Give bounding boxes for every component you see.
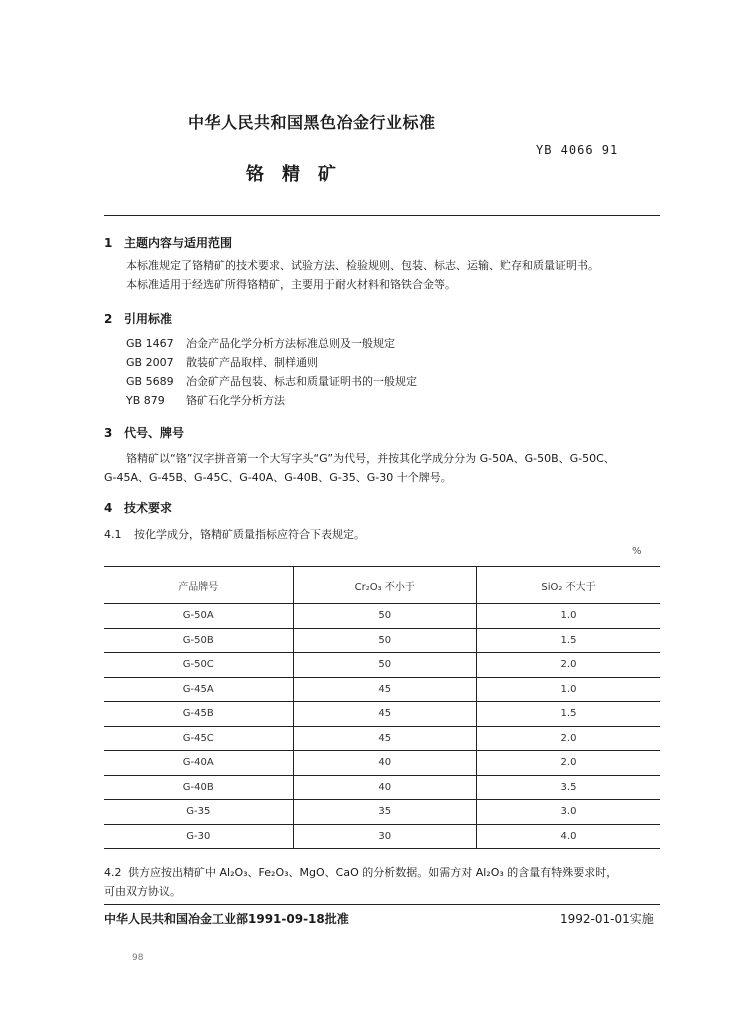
table-row (104, 604, 660, 629)
clause-line: 可由双方协议。 (104, 885, 181, 898)
reference-title: 铬矿石化学分析方法 (186, 394, 285, 407)
clause-4-1 (104, 525, 660, 544)
column-header-cr2o3: Cr₂O₃ 不小于 (293, 567, 476, 604)
table-cell: 50 (293, 653, 476, 678)
table-cell: G-45C (104, 726, 293, 751)
table-cell: G-45A (104, 677, 293, 702)
section-title: 代号、牌号 (124, 426, 185, 440)
table-cell: G-30 (104, 824, 293, 849)
clause-number: 4.2 (104, 866, 122, 879)
table-row (104, 628, 660, 653)
section-1-body (126, 256, 660, 294)
footer-divider (104, 904, 660, 905)
table-row (104, 775, 660, 800)
section-number: 3 (104, 426, 113, 440)
clause-line (104, 863, 664, 882)
table-cell: G-40B (104, 775, 293, 800)
reference-item (126, 353, 660, 372)
table-cell: 2.0 (477, 726, 661, 751)
table-cell: G-50C (104, 653, 293, 678)
table-cell: 40 (293, 775, 476, 800)
table-cell: 3.5 (477, 775, 661, 800)
clause-number: 4.1 (104, 528, 122, 541)
reference-title: 冶金产品化学分析方法标准总则及一般规定 (186, 337, 395, 350)
paragraph: 本标准规定了铬精矿的技术要求、试验方法、检验规则、包装、标志、运输、贮存和质量证明书。 (126, 259, 599, 272)
section-title: 引用标准 (124, 312, 173, 326)
page-number: 98 (132, 953, 144, 963)
table-unit: % (632, 546, 642, 557)
table-row (104, 702, 660, 727)
paragraph: 本标准适用于经选矿所得铬精矿，主要用于耐火材料和铬铁合金等。 (126, 278, 456, 291)
table-cell: 45 (293, 677, 476, 702)
approval-statement: 中华人民共和国冶金工业部1991-09-18批准 (104, 912, 349, 926)
table-cell: 45 (293, 726, 476, 751)
section-3-body (104, 449, 664, 487)
table-row (104, 677, 660, 702)
section-title: 技术要求 (124, 501, 173, 515)
table-cell: 1.0 (477, 604, 661, 629)
paragraph: G-45A、G-45B、G-45C、G-40A、G-40B、G-35、G-30 十个牌号。 (104, 471, 452, 484)
table-cell: 45 (293, 702, 476, 727)
section-title: 主题内容与适用范围 (124, 236, 233, 250)
section-4-heading (104, 499, 172, 516)
table-cell: G-50A (104, 604, 293, 629)
table-cell: 1.5 (477, 702, 661, 727)
table-header-row (104, 567, 660, 604)
table-row (104, 824, 660, 849)
section-1-heading (104, 234, 232, 251)
table-row (104, 653, 660, 678)
table-cell: 35 (293, 800, 476, 825)
standard-number: YB 4066 91 (536, 143, 619, 157)
section-2-heading (104, 310, 172, 327)
table-cell: 1.0 (477, 677, 661, 702)
table-cell: G-50B (104, 628, 293, 653)
table-cell: G-40A (104, 751, 293, 776)
table-row (104, 751, 660, 776)
clause-text: 按化学成分，铬精矿质量指标应符合下表规定。 (134, 528, 365, 541)
table-cell: 50 (293, 628, 476, 653)
reference-code: GB 2007 (126, 356, 174, 369)
clause-text: 供方应按出精矿中 Al₂O₃、Fe₂O₃、MgO、CaO 的分析数据。如需方对 Al₂O₃ 的含量有特殊要求时， (128, 866, 618, 879)
table-cell: 2.0 (477, 751, 661, 776)
reference-item (126, 372, 660, 391)
document-header-organization: 中华人民共和国黑色冶金行业标准 (188, 113, 436, 132)
reference-code: YB 879 (126, 394, 165, 407)
table-row (104, 800, 660, 825)
section-3-heading (104, 424, 184, 441)
table-cell: 4.0 (477, 824, 661, 849)
effective-date: 1992-01-01实施 (560, 912, 654, 926)
reference-title: 散装矿产品取样、制样通则 (186, 356, 318, 369)
reference-title: 冶金矿产品包装、标志和质量证明书的一般规定 (186, 375, 417, 388)
table-cell: 2.0 (477, 653, 661, 678)
table-cell: 1.5 (477, 628, 661, 653)
table-cell: 50 (293, 604, 476, 629)
column-header-grade: 产品牌号 (104, 567, 293, 604)
paragraph: 铬精矿以“铬”汉字拼音第一个大写字头“G”为代号，并按其化学成分分为 G-50A、G-50B、G-50C、 (126, 452, 615, 465)
reference-item (126, 391, 660, 410)
section-number: 2 (104, 312, 113, 326)
table-cell: 40 (293, 751, 476, 776)
document-title: 铬 精 矿 (246, 164, 336, 185)
column-header-sio2: SiO₂ 不大于 (477, 567, 661, 604)
reference-list (126, 334, 660, 410)
table-cell: G-45B (104, 702, 293, 727)
header-divider (104, 215, 660, 216)
table-cell: G-35 (104, 800, 293, 825)
table-cell: 3.0 (477, 800, 661, 825)
reference-item (126, 334, 660, 353)
section-number: 1 (104, 236, 113, 250)
reference-code: GB 5689 (126, 375, 174, 388)
quality-index-table (104, 566, 660, 849)
section-number: 4 (104, 501, 113, 515)
table-row (104, 726, 660, 751)
reference-code: GB 1467 (126, 337, 174, 350)
table-cell: 30 (293, 824, 476, 849)
clause-4-2 (104, 863, 664, 901)
